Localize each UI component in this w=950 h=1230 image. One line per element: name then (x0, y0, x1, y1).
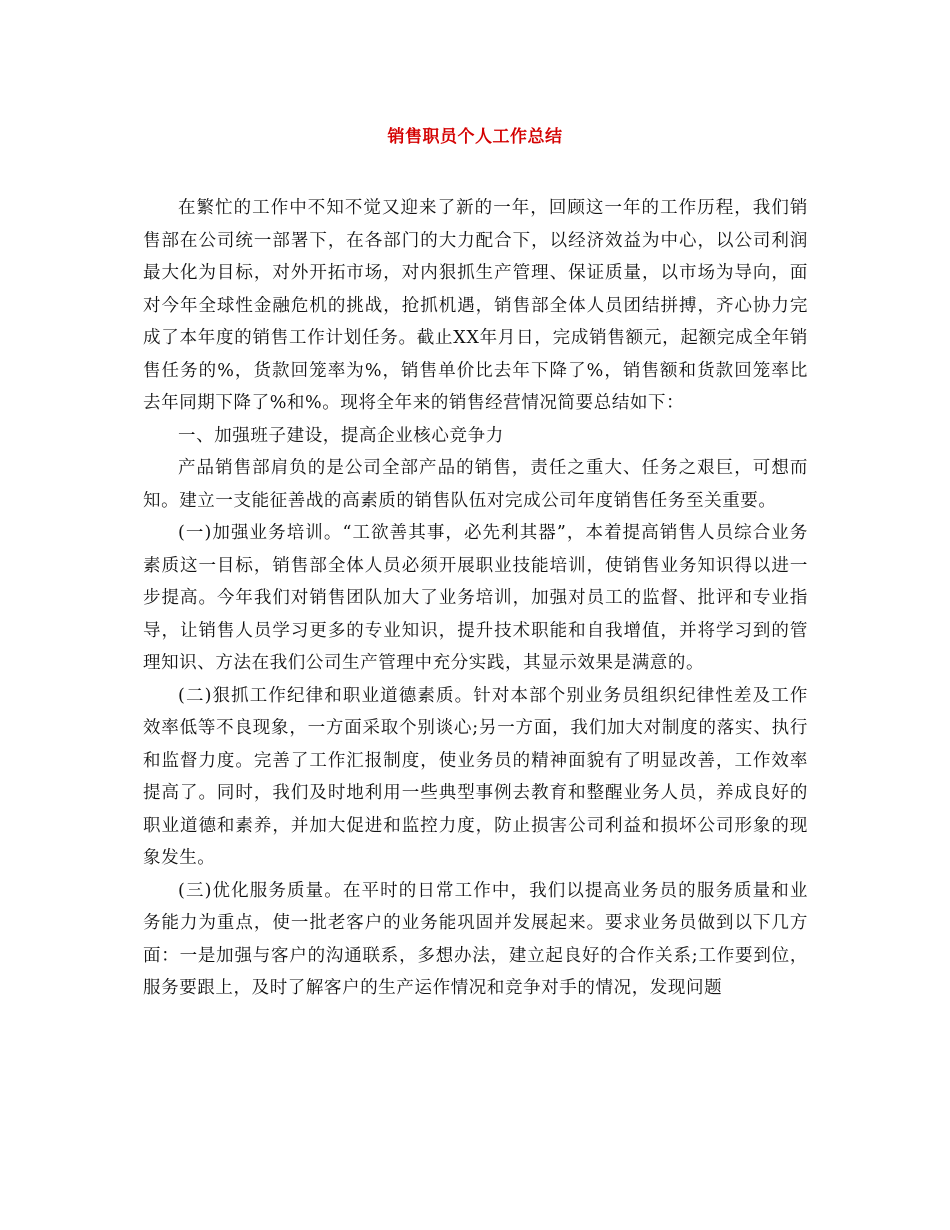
document-title: 销售职员个人工作总结 (387, 127, 563, 147)
paragraph-sales-team: 产品销售部肩负的是公司全部产品的销售，责任之重大、任务之艰巨，可想而知。建立一支能征善战的高素质的销售队伍对完成公司年度销售任务至关重要。 (143, 458, 808, 511)
paragraph-intro: 在繁忙的工作中不知不觉又迎来了新的一年，回顾这一年的工作历程，我们销售部在公司统一部署下，在各部门的大力配合下，以经济效益为中心，以公司利润最大化为目标，对外开拓市场，对内狠抓生产管理、保证质量，以市场为导向，面对今年全球性金融危机的挑战，抢抓机遇，销售部全体人员团结拼搏，齐心协力完成了本年度的销售工作计划任务。截止XX年月日，完成销售额元，起额完成全年销售任务的%，货款回笼率为%，销售单价比去年下降了%，销售额和货款回笼率比去年同期下降了%和%。现将全年来的销售经营情况简要总结如下： (143, 198, 808, 413)
document-body (143, 192, 808, 1005)
paragraph-service-quality: (三)优化服务质量。在平时的日常工作中，我们以提高业务员的服务质量和业务能力为重点，使一批老客户的业务能巩固并发展起来。要求业务员做到以下几方面：一是加强与客户的沟通联系，多想办法，建立起良好的合作关系;工作要到位，服务要跟上，及时了解客户的生产运作情况和竞争对手的情况，发现问题 (143, 880, 808, 998)
paragraph-discipline: (二)狠抓工作纪律和职业道德素质。针对本部个别业务员组织纪律性差及工作效率低等不良现象，一方面采取个别谈心;另一方面，我们加大对制度的落实、执行和监督力度。完善了工作汇报制度，使业务员的精神面貌有了明显改善，工作效率提高了。同时，我们及时地利用一些典型事例去教育和整醒业务人员，养成良好的职业道德和素养，并加大促进和监控力度，防止损害公司利益和损坏公司形象的现象发生。 (143, 685, 808, 868)
section-heading-1: 一、加强班子建设，提高企业核心竞争力 (178, 425, 504, 446)
paragraph-training: (一)加强业务培训。“工欲善其事，必先利其器”，本着提高销售人员综合业务素质这一目标，销售部全体人员必须开展职业技能培训，使销售业务知识得以进一步提高。今年我们对销售团队加大了业务培训，加强对员工的监督、批评和专业指导，让销售人员学习更多的专业知识，提升技术职能和自我增值，并将学习到的管理知识、方法在我们公司生产管理中充分实践，其显示效果是满意的。 (143, 523, 808, 673)
